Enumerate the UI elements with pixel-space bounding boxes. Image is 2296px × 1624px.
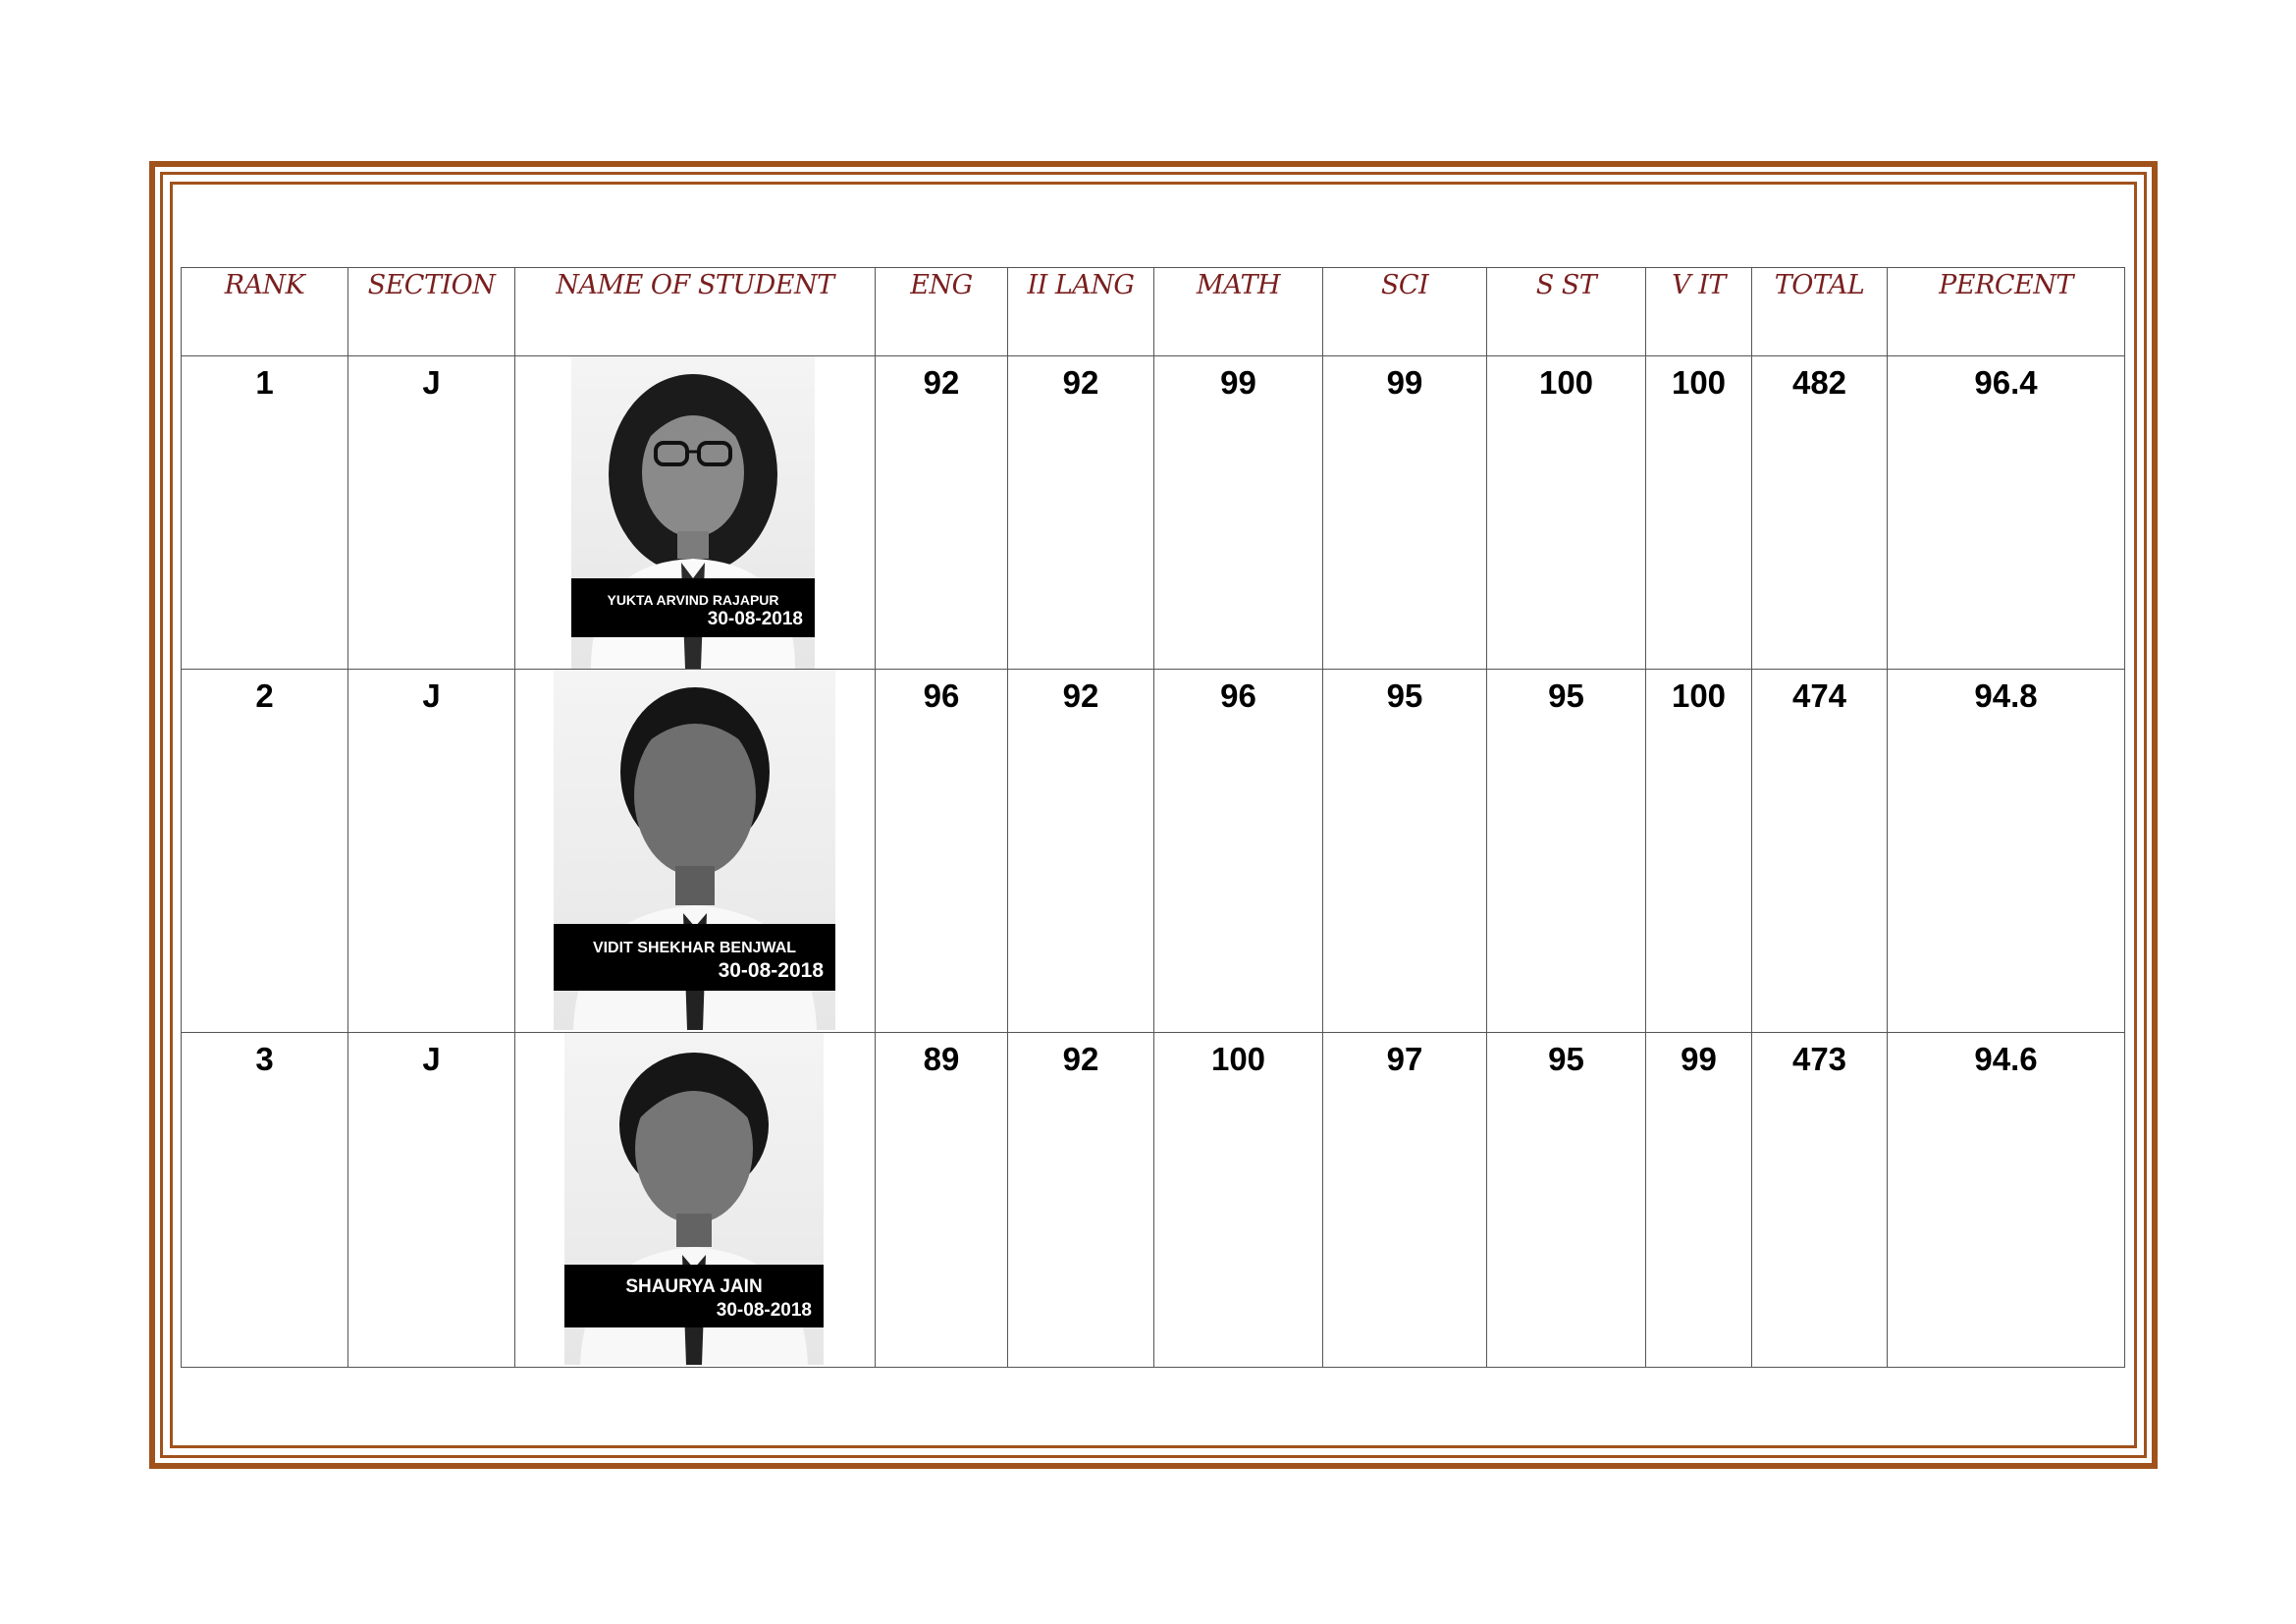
student-cell bbox=[515, 670, 876, 1033]
v-it-cell: 100 bbox=[1646, 356, 1752, 670]
header-percent: PERCENT bbox=[1888, 268, 2125, 356]
header-v-it: V IT bbox=[1646, 268, 1752, 356]
header-ii-lang: II LANG bbox=[1008, 268, 1154, 356]
caption-student-name: SHAURYA JAIN bbox=[625, 1276, 763, 1297]
rank-cell: 3 bbox=[182, 1033, 348, 1368]
percent-cell: 94.6 bbox=[1888, 1033, 2125, 1368]
caption-date: 30-08-2018 bbox=[718, 959, 824, 982]
s-st-cell: 100 bbox=[1487, 356, 1646, 670]
rank-cell: 1 bbox=[182, 356, 348, 670]
header-total: TOTAL bbox=[1752, 268, 1888, 356]
s-st-cell: 95 bbox=[1487, 1033, 1646, 1368]
header-sci: SCI bbox=[1323, 268, 1487, 356]
student-photo bbox=[571, 356, 815, 669]
header-name-of-student: NAME OF STUDENT bbox=[515, 268, 876, 356]
math-cell: 99 bbox=[1154, 356, 1323, 670]
sci-cell: 95 bbox=[1323, 670, 1487, 1033]
v-it-cell: 100 bbox=[1646, 670, 1752, 1033]
results-table bbox=[181, 267, 2125, 1368]
student-cell bbox=[515, 1033, 876, 1368]
photo-caption bbox=[571, 578, 815, 637]
rank-cell: 2 bbox=[182, 670, 348, 1033]
caption-student-name: YUKTA ARVIND RAJAPUR bbox=[607, 592, 779, 608]
student-photo bbox=[554, 670, 835, 1030]
eng-cell: 92 bbox=[876, 356, 1008, 670]
header-math: MATH bbox=[1154, 268, 1323, 356]
sci-cell: 99 bbox=[1323, 356, 1487, 670]
section-cell: J bbox=[348, 1033, 515, 1368]
total-cell: 482 bbox=[1752, 356, 1888, 670]
header-row bbox=[182, 268, 2125, 356]
caption-date: 30-08-2018 bbox=[716, 1300, 812, 1321]
caption-date: 30-08-2018 bbox=[707, 609, 803, 629]
header-section: SECTION bbox=[348, 268, 515, 356]
table-row bbox=[182, 670, 2125, 1033]
student-photo bbox=[564, 1033, 824, 1365]
sci-cell: 97 bbox=[1323, 1033, 1487, 1368]
photo-caption bbox=[564, 1265, 824, 1327]
caption-student-name: VIDIT SHEKHAR BENJWAL bbox=[592, 940, 797, 956]
header-rank: RANK bbox=[182, 268, 348, 356]
section-cell: J bbox=[348, 670, 515, 1033]
photo-caption bbox=[554, 924, 835, 991]
header-s-st: S ST bbox=[1487, 268, 1646, 356]
v-it-cell: 99 bbox=[1646, 1033, 1752, 1368]
math-cell: 100 bbox=[1154, 1033, 1323, 1368]
section-cell: J bbox=[348, 356, 515, 670]
eng-cell: 96 bbox=[876, 670, 1008, 1033]
percent-cell: 96.4 bbox=[1888, 356, 2125, 670]
percent-cell: 94.8 bbox=[1888, 670, 2125, 1033]
table-row bbox=[182, 356, 2125, 670]
ii-lang-cell: 92 bbox=[1008, 1033, 1154, 1368]
table-row bbox=[182, 1033, 2125, 1368]
math-cell: 96 bbox=[1154, 670, 1323, 1033]
header-eng: ENG bbox=[876, 268, 1008, 356]
student-cell bbox=[515, 356, 876, 670]
s-st-cell: 95 bbox=[1487, 670, 1646, 1033]
total-cell: 474 bbox=[1752, 670, 1888, 1033]
ii-lang-cell: 92 bbox=[1008, 356, 1154, 670]
total-cell: 473 bbox=[1752, 1033, 1888, 1368]
ii-lang-cell: 92 bbox=[1008, 670, 1154, 1033]
eng-cell: 89 bbox=[876, 1033, 1008, 1368]
